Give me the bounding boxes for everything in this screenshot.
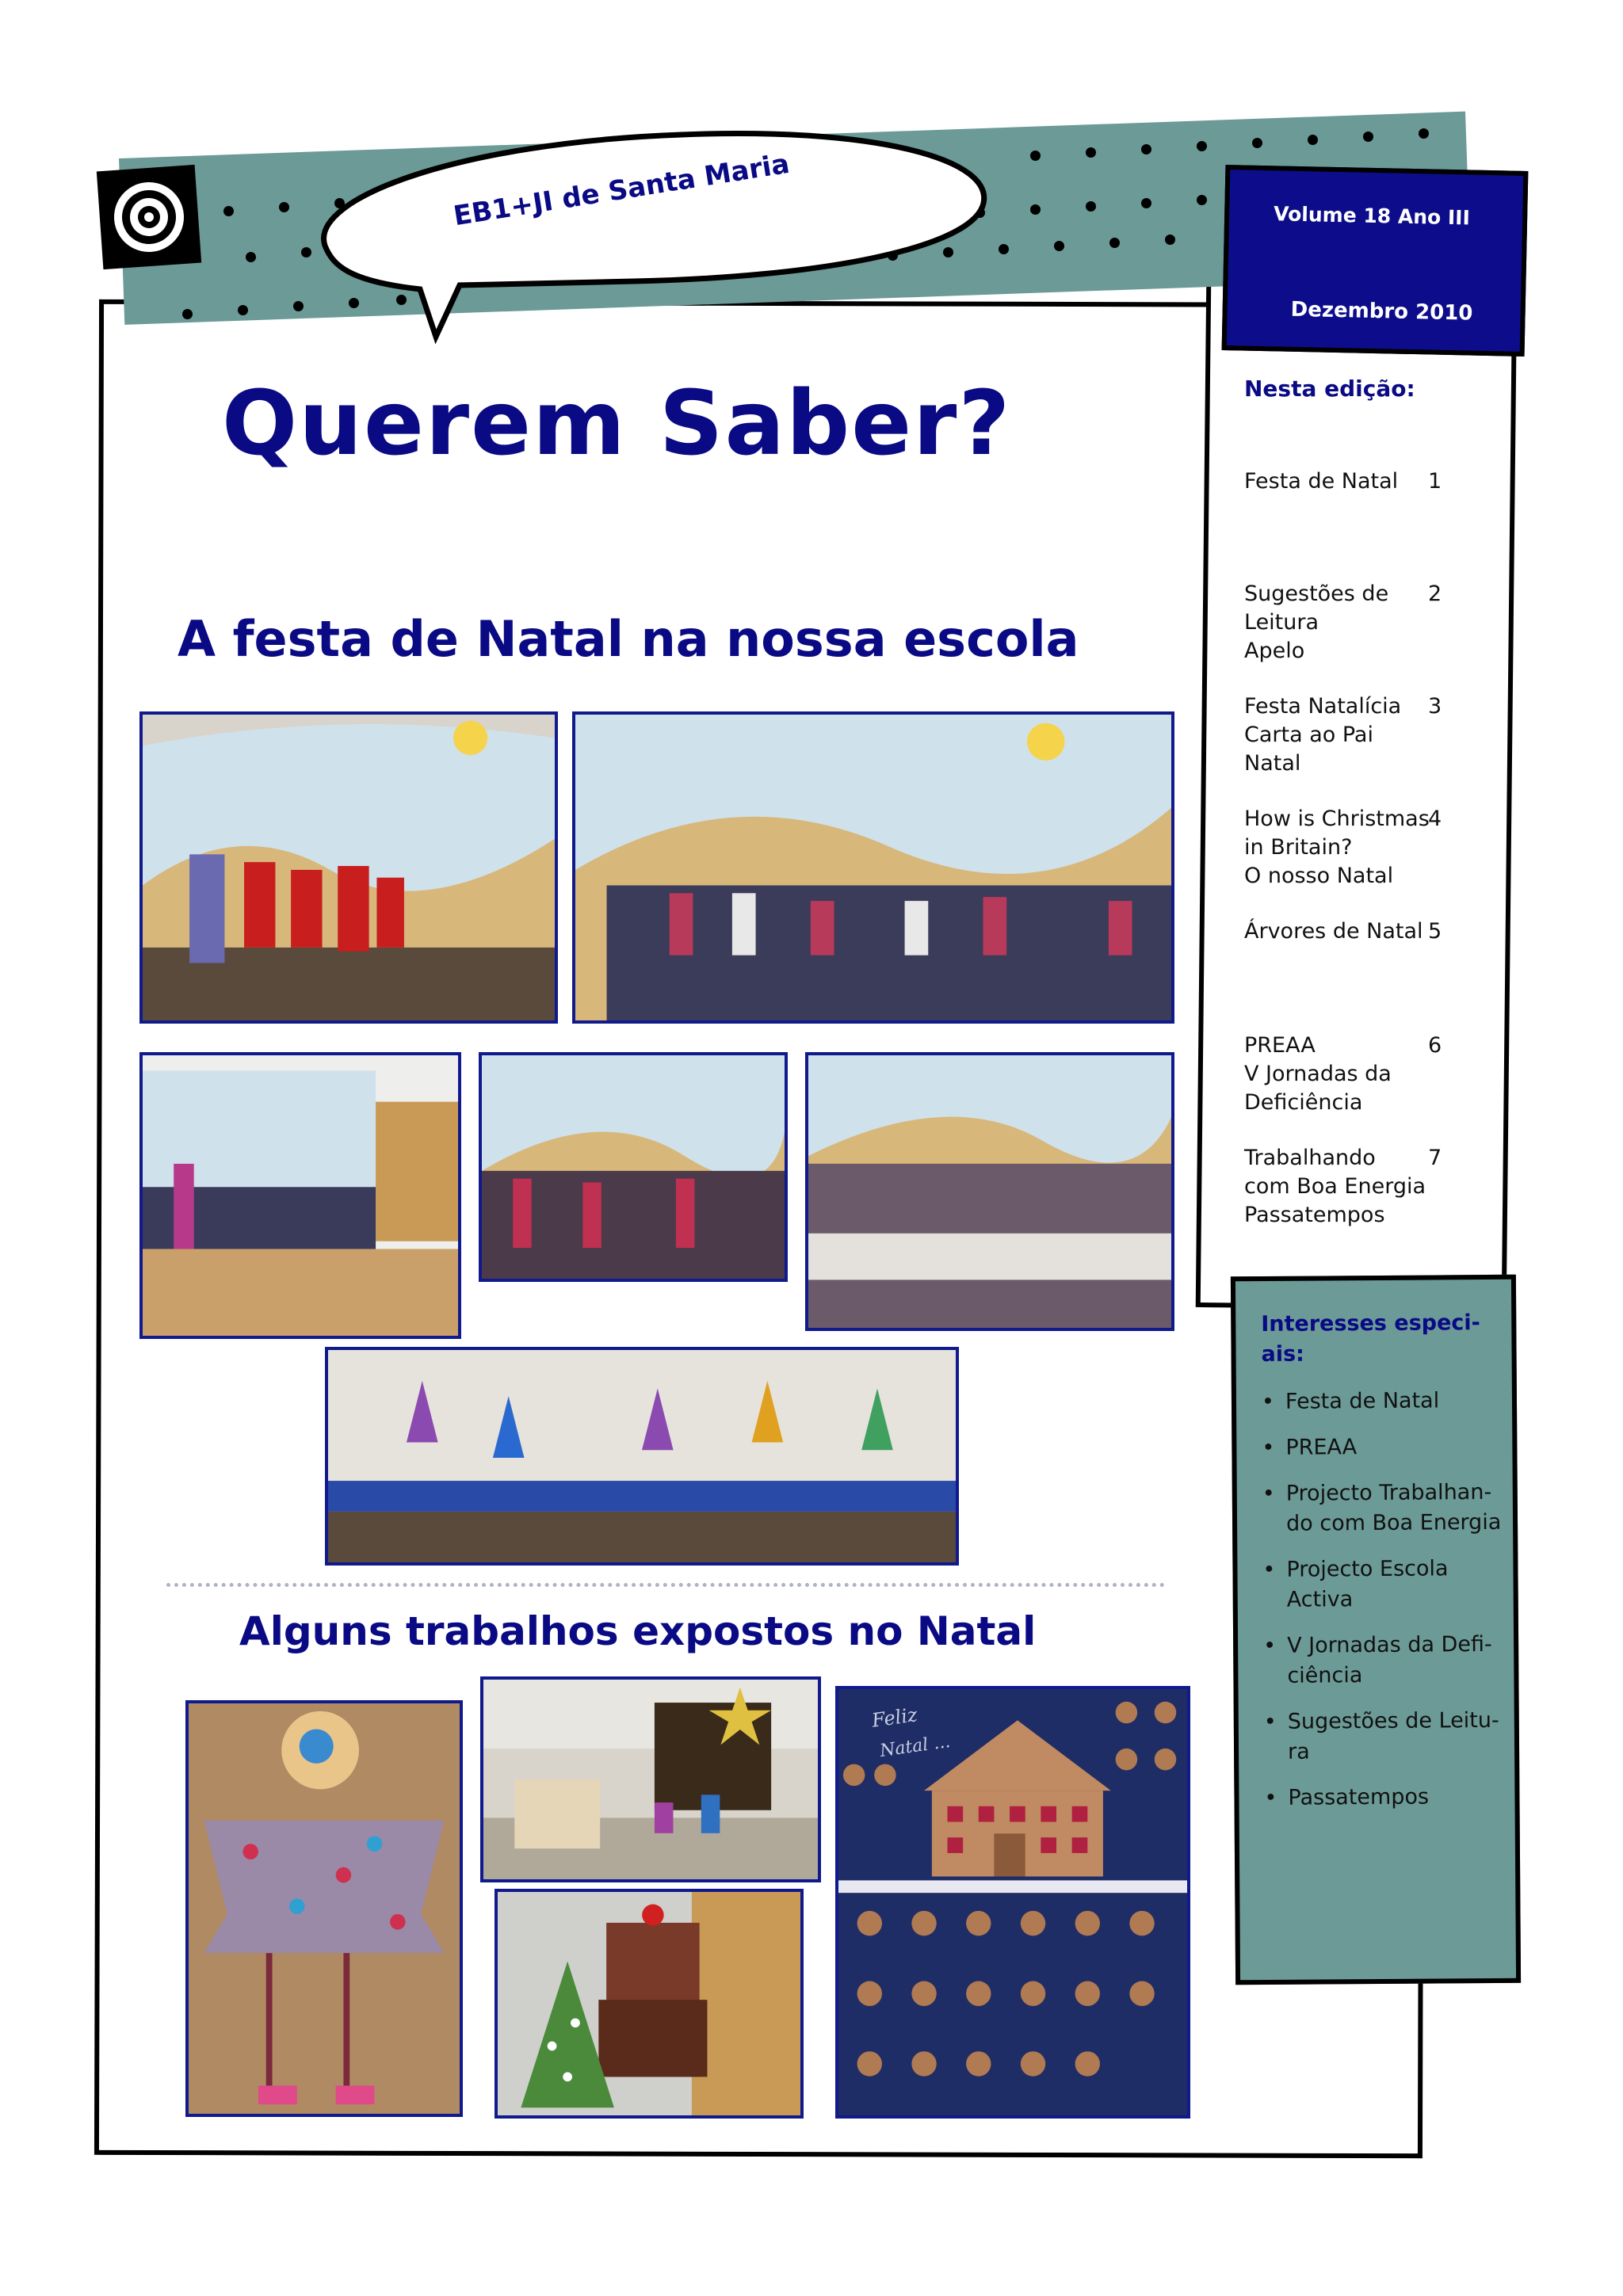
interests-heading-line: Interesses especi-	[1261, 1310, 1480, 1337]
dotted-divider	[166, 1583, 1165, 1587]
interest-item	[1264, 1783, 1429, 1814]
toc-item-text: in Britain?	[1244, 835, 1353, 860]
interest-item-text: Activa	[1286, 1587, 1354, 1612]
toc-item-text: V Jornadas da	[1244, 1062, 1392, 1086]
interest-item	[1263, 1630, 1492, 1691]
toc-item[interactable]	[1244, 1032, 1474, 1117]
toc-item-text: O nosso Natal	[1244, 864, 1394, 888]
photo-gingerbread-poster	[835, 1686, 1190, 2119]
toc-item-text: Passatempos	[1244, 1203, 1385, 1227]
toc-item-text: Apelo	[1244, 639, 1305, 663]
photo-nativity-play	[325, 1347, 959, 1566]
target-icon	[97, 165, 201, 269]
interest-item-text: ciência	[1287, 1663, 1363, 1688]
toc-item-text: Deficiência	[1244, 1090, 1363, 1115]
photo-nativity-craft	[480, 1676, 821, 1882]
poster-text-line2: Natal ...	[878, 1731, 952, 1762]
toc-item-text: Sugestões de	[1244, 582, 1389, 606]
issue-volume: Volume 18 Ano III	[1273, 202, 1471, 230]
bullet-icon: •	[1264, 1785, 1277, 1810]
toc-item-page: 4	[1428, 807, 1442, 831]
interest-item-text: ra	[1287, 1739, 1310, 1764]
interest-item	[1262, 1478, 1502, 1539]
bullet-icon: •	[1262, 1557, 1276, 1582]
toc-item-text: Carta ao Pai	[1244, 723, 1373, 747]
headline: A festa de Natal na nossa escola	[178, 610, 1079, 668]
toc-item-text: PREAA	[1244, 1033, 1316, 1058]
interests-box	[1231, 1275, 1521, 1985]
toc-item[interactable]	[1244, 917, 1474, 946]
interest-item	[1262, 1554, 1449, 1615]
photo-stage-group	[572, 711, 1174, 1024]
bullet-icon: •	[1263, 1709, 1277, 1734]
photo-doll-craft	[185, 1700, 463, 2117]
toc-item[interactable]	[1244, 692, 1474, 778]
toc-list	[1244, 467, 1482, 1228]
photo-choir-stage	[139, 1052, 461, 1339]
bullet-icon: •	[1261, 1389, 1275, 1414]
masthead-title: Querem Saber?	[222, 372, 1012, 475]
toc-item-text: Natal	[1244, 751, 1301, 776]
toc-item-text: Leitura	[1244, 610, 1319, 635]
toc-item-text: com Boa Energia	[1244, 1174, 1426, 1199]
photo-fireplace-craft	[495, 1889, 804, 2119]
toc-item-page: 3	[1428, 694, 1442, 719]
poster-text-line1: Feliz	[870, 1703, 919, 1732]
bullet-icon: •	[1262, 1435, 1275, 1460]
toc-item-text: Árvores de Natal	[1244, 919, 1423, 944]
speech-bubble	[301, 111, 999, 349]
issue-date: Dezembro 2010	[1290, 297, 1473, 326]
interest-item-text: Projecto Escola	[1286, 1556, 1449, 1582]
toc-item[interactable]	[1244, 580, 1474, 666]
interest-item	[1262, 1432, 1357, 1463]
toc-item-page: 7	[1428, 1146, 1442, 1170]
photo-kindergarten-stage	[479, 1052, 788, 1282]
interest-item-text: Sugestões de Leitu-	[1287, 1707, 1499, 1734]
toc-heading: Nesta edição:	[1244, 376, 1415, 402]
interest-item-text: Projecto Trabalhan-	[1285, 1479, 1492, 1506]
photo-stage-dance	[139, 711, 558, 1024]
interest-item-text: V Jornadas da Defi-	[1287, 1631, 1492, 1658]
interest-item	[1264, 1706, 1499, 1768]
interest-item	[1262, 1386, 1439, 1417]
toc-item-text: How is Christmas	[1244, 807, 1430, 831]
toc-item-text: Trabalhando	[1244, 1146, 1376, 1170]
toc-item[interactable]	[1244, 1144, 1474, 1230]
toc-item-page: 5	[1428, 919, 1442, 944]
school-name: EB1+JI de Santa Maria	[451, 147, 792, 233]
toc-item-text: Festa de Natal	[1244, 469, 1399, 494]
toc-item-page: 2	[1428, 582, 1442, 606]
toc-item-page: 1	[1428, 469, 1442, 494]
toc-item[interactable]	[1244, 467, 1474, 496]
interests-heading	[1261, 1308, 1480, 1370]
toc-item-text: Festa Natalícia	[1244, 694, 1402, 719]
interest-item-text: do com Boa Energia	[1285, 1509, 1502, 1536]
toc-item-page: 6	[1428, 1033, 1442, 1058]
section2-title: Alguns trabalhos expostos no Natal	[239, 1608, 1037, 1654]
toc-item[interactable]	[1244, 805, 1474, 891]
bullet-icon: •	[1263, 1633, 1277, 1658]
interests-list	[1261, 1386, 1502, 1810]
interests-heading-line: ais:	[1261, 1341, 1305, 1367]
issue-box	[1222, 165, 1529, 357]
interest-item-text: PREAA	[1285, 1435, 1358, 1460]
interest-item-text: Festa de Natal	[1285, 1388, 1440, 1414]
photo-full-group	[805, 1052, 1174, 1331]
bullet-icon: •	[1262, 1481, 1275, 1506]
interest-item-text: Passatempos	[1288, 1784, 1430, 1810]
